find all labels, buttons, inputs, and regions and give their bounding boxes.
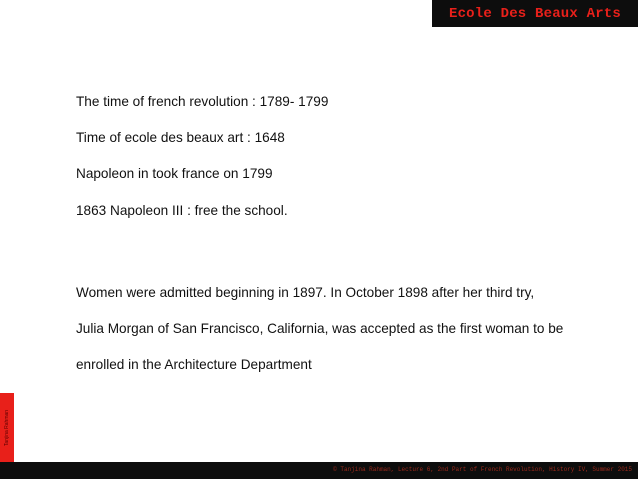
footer-bar bbox=[0, 462, 638, 479]
side-accent-bar bbox=[0, 393, 14, 462]
slide-title: Ecole Des Beaux Arts bbox=[448, 5, 622, 22]
footer-text: © Tanjina Rahman, Lecture 6, 2nd Part of French Revolution, History IV, Summer 2015 bbox=[333, 466, 632, 473]
text-line-ecole-time: Time of ecole des beaux art : 1648 bbox=[76, 130, 285, 145]
text-line-julia-morgan: Julia Morgan of San Francisco, California, was accepted as the first woman to be bbox=[76, 321, 564, 336]
slide-title-box bbox=[432, 0, 638, 27]
text-line-napoleon-iii: 1863 Napoleon III : free the school. bbox=[76, 203, 288, 218]
text-line-women-admitted: Women were admitted beginning in 1897. In October 1898 after her third try, bbox=[76, 285, 535, 300]
text-line-architecture-dept: enrolled in the Architecture Department bbox=[76, 357, 312, 372]
text-line-napoleon: Napoleon in took france on 1799 bbox=[76, 166, 273, 181]
text-line-revolution: The time of french revolution : 1789- 1799 bbox=[76, 94, 329, 109]
side-bar-label: Tanjina Rahman bbox=[4, 409, 10, 446]
